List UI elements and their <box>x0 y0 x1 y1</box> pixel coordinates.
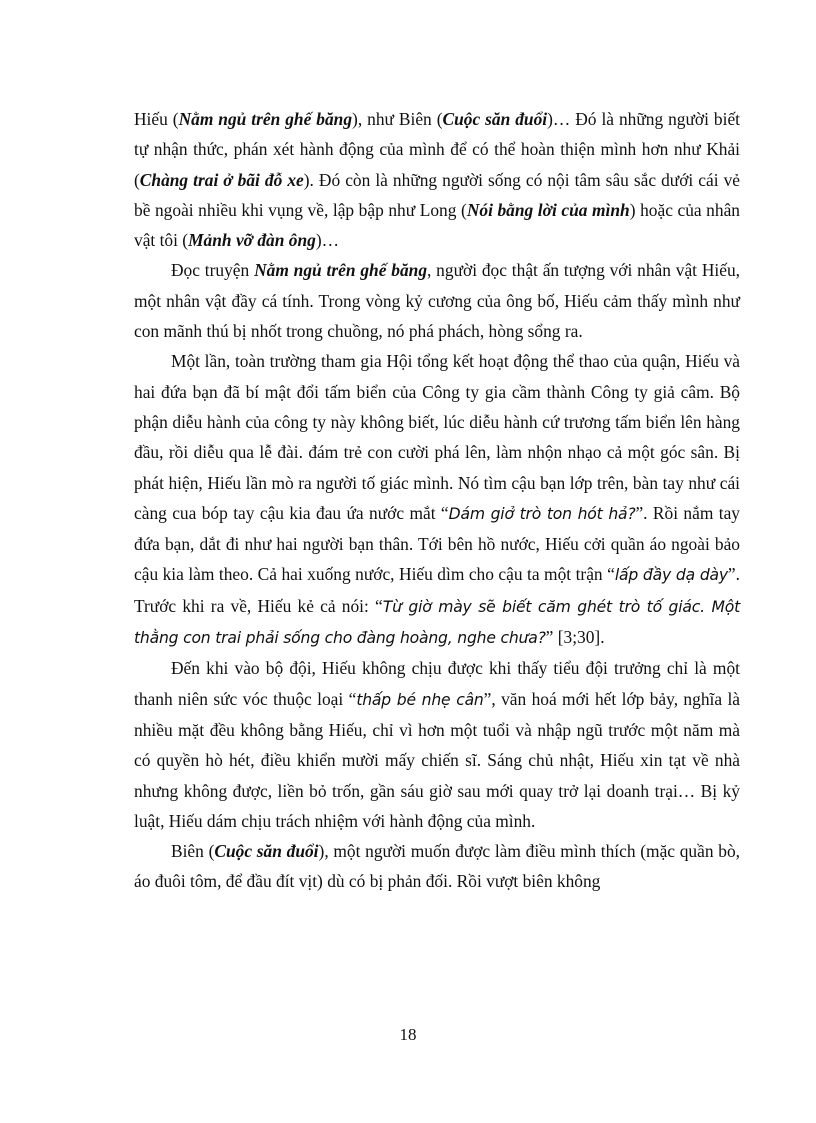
page-number: 18 <box>399 1025 417 1044</box>
quotation: Từ giờ mày sẽ biết căm ghét trò tố giác. Một thằng con trai phải sống cho đàng hoàng, nghe chưa? <box>134 597 740 648</box>
text-run: )… Đó là những người biết tự nhận thức, phán xét hành động của mình để có thể hoàn thiện mình hơn như Khải ( <box>134 109 740 190</box>
story-title: Cuộc săn đuổi <box>442 109 548 129</box>
body-text <box>134 104 740 897</box>
paragraph <box>134 653 740 836</box>
story-title: Nằm ngủ trên ghế băng <box>254 260 428 281</box>
quotation: thấp bé nhẹ cân <box>356 690 484 709</box>
story-title: Mảnh vỡ đàn ông <box>188 230 316 251</box>
text-run: Đọc truyện <box>171 260 255 281</box>
text-run: ”. Rồi nắm tay đứa bạn, dắt đi như hai người bạn thân. Tới bên hồ nước, Hiếu cởi quần áo ngoài bảo cậu kia làm theo. Cả hai xuống nước, Hiếu dìm cho cậu ta một trận “ <box>134 502 740 585</box>
text-run: Hiếu ( <box>134 109 179 129</box>
story-title: Chàng trai ở bãi đỗ xe <box>139 169 304 190</box>
paragraph <box>134 836 740 897</box>
paragraph <box>134 346 740 653</box>
story-title: Nằm ngủ trên ghế băng <box>178 109 353 129</box>
text-run: Một lần, toàn trường tham gia Hội tổng kết hoạt động thể thao của quận, Hiếu và hai đứa bạn đã bí mật đổi tấm biển của Công ty gia cầm thành Công ty giả câm. Bộ phận diễu hành của công ty này không biết, lúc diễu hành cứ trương tấm biển lên hàng đầu, rồi diễu qua lễ đài. đám trẻ con cười phá lên, làm nhộn nhạo cả một góc sân. Bị phát hiện, Hiếu lần mò ra người tố giác mình. Nó tìm cậu bạn lớp trên, bàn tay như cái càng cua bóp tay cậu kia đau ứa nước mắt “ <box>134 351 740 523</box>
paragraph <box>134 255 740 346</box>
text-run: ), như Biên ( <box>352 109 443 129</box>
quotation: Dám giở trò ton hót hả? <box>448 504 636 523</box>
story-title: Nói bằng lời của mình <box>466 199 630 220</box>
text-run: Đến khi vào bộ đội, Hiếu không chịu được khi thấy tiểu đội trưởng chỉ là một thanh niên sức vóc thuộc loại “ <box>134 658 740 709</box>
text-run: )… <box>315 230 340 251</box>
text-run: ” [3;30]. <box>545 627 605 648</box>
text-run: ”. Trước khi ra về, Hiếu kẻ cả nói: “ <box>134 564 740 616</box>
paragraph <box>134 104 740 255</box>
text-run: ), một người muốn được làm điều mình thích (mặc quần bò, áo đuôi tôm, để đầu đít vịt) dù có bị phản đối. Rồi vượt biên không <box>134 841 740 892</box>
text-run: Biên ( <box>171 841 215 862</box>
text-run: ”, văn hoá mới hết lớp bảy, nghĩa là nhiều mặt đều không bằng Hiếu, chỉ vì hơn một tuổi và nhập ngũ trước một năm mà có quyền hò hét, điều khiển mười mấy chiến sĩ. Sáng chủ nhật, Hiếu xin tạt về nhà nhưng không được, liền bỏ trốn, gần sáu giờ sau mới quay trở lại doanh trại… Bị kỷ luật, Hiếu dám chịu trách nhiệm với hành động của mình. <box>134 688 741 831</box>
quotation: lấp đầy dạ dày <box>614 566 728 585</box>
text-run: , người đọc thật ấn tượng với nhân vật Hiếu, một nhân vật đầy cá tính. Trong vòng kỷ cương của ông bố, Hiếu cảm thấy mình như con mãnh thú bị nhốt trong chuồng, nó phá phách, hòng sổng ra. <box>134 260 740 342</box>
text-run: ) hoặc của nhân vật tôi ( <box>134 199 740 251</box>
story-title: Cuộc săn đuổi <box>214 841 319 862</box>
text-run: ). Đó còn là những người sống có nội tâm sâu sắc dưới cái vẻ bề ngoài nhiều khi vụng về, lập bập như Long ( <box>134 169 740 220</box>
